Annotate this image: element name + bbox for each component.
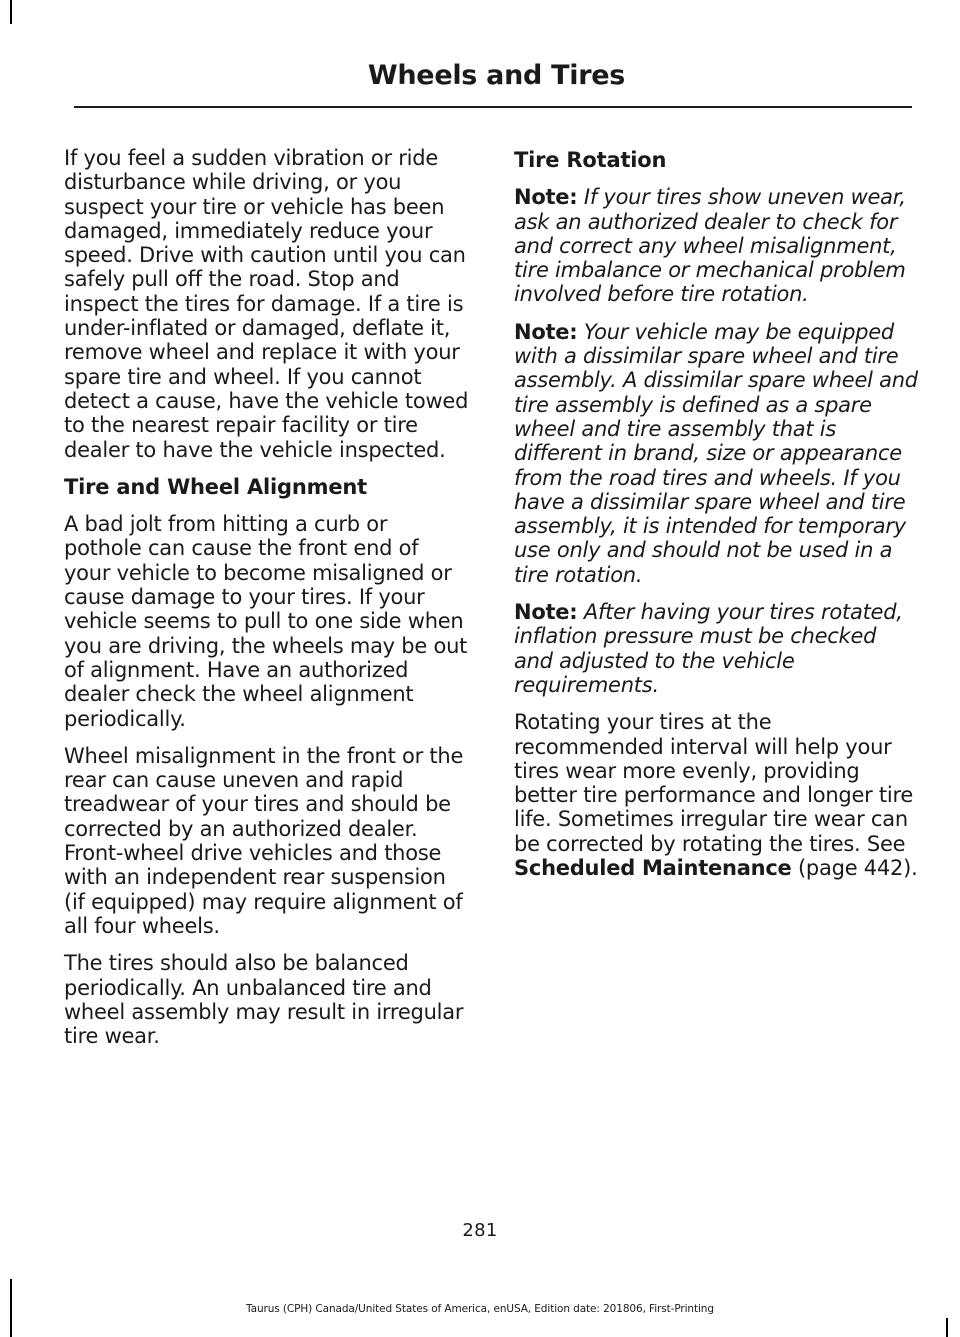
note-text: If your tires show uneven wear, ask an authorized dealer to check for and correct any wheel misalignment, tire imbalance or mechanical problem involved before tire rotation. (514, 185, 906, 307)
balance-paragraph: The tires should also be balanced periodically. An unbalanced tire and wheel assembly may result in irregular tire wear. (64, 951, 464, 1049)
xref-page-reference: (page 442). (797, 856, 918, 881)
vibration-paragraph: If you feel a sudden vibration or ride disturbance while driving, or you suspect your tire or vehicle has been damaged, immediately reduce your speed. Drive with caution until you can safely pull off the road. Stop and inspect the tires for damage. If a tire is under-inflated or damaged, deflate it, remove wheel and replace it with your spare tire and wheel. If you cannot detect a cause, have the vehicle towed to the nearest repair facility or tire dealer to have the vehicle inspected. (64, 146, 469, 462)
note-inflation-pressure (514, 600, 920, 697)
jolt-paragraph: A bad jolt from hitting a curb or pothole can cause the front end of your vehicle to become misaligned or cause damage to your tires. If your vehicle seems to pull to one side when you are driving, the wheels may be out of alignment. Have an authorized dealer check the wheel alignment periodically. (64, 512, 468, 731)
note-text: Your vehicle may be equipped with a dissimilar spare wheel and tire assembly. A dissimilar spare wheel and tire assembly is defined as a spare wheel and tire assembly that is different in brand, size or appearance from the road tires and wheels. If you have a dissimilar spare wheel and tire assembly, it is intended for temporary use only and should not be used in a tire rotation. (514, 319, 918, 587)
rotation-paragraph (514, 710, 920, 880)
crop-mark-bottom-right (946, 1318, 948, 1337)
left-column (64, 146, 470, 1061)
rotation-heading: Tire Rotation (514, 148, 667, 172)
alignment-heading: Tire and Wheel Alignment (64, 474, 367, 499)
misalignment-paragraph: Wheel misalignment in the front or the rear can cause uneven and rapid treadwear of your tires and should be corrected by an authorized dealer. Front-wheel drive vehicles and those with an independent rear suspension (if equipped) may require alignment of all four wheels. (64, 743, 464, 938)
header-divider (74, 106, 912, 108)
note-dissimilar-spare (514, 320, 920, 587)
page-header-title: Wheels and Tires (367, 60, 625, 91)
note-uneven-wear (514, 185, 920, 306)
page-number: 281 (462, 1220, 498, 1241)
right-column (514, 146, 920, 893)
note-label: Note: (514, 600, 578, 625)
scheduled-maintenance-link[interactable]: Scheduled Maintenance (514, 856, 792, 881)
note-text: After having your tires rotated, inflation pressure must be checked and adjusted to the vehicle requirements. (514, 600, 903, 697)
rotation-text: Rotating your tires at the recommended interval will help your tires wear more evenly, providing better tire performance and longer tire life. Sometimes irregular tire wear can be corrected by rotating the tires. See (514, 710, 914, 856)
note-label: Note: (514, 319, 578, 344)
edition-footer: Taurus (CPH) Canada/United States of America, enUSA, Edition date: 201806, First-Printing (246, 1303, 714, 1315)
crop-mark-top-left (10, 0, 12, 24)
note-label: Note: (514, 185, 578, 210)
